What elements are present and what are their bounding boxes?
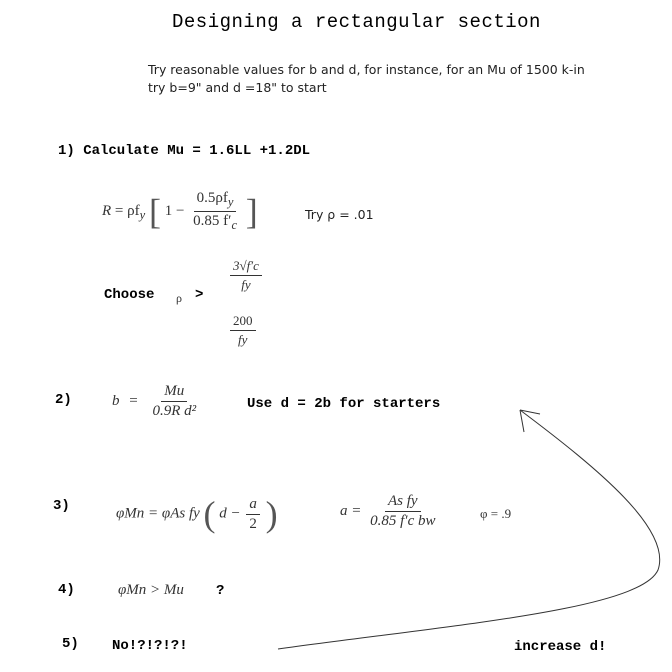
paren-num: a xyxy=(246,496,260,515)
greater-than: > xyxy=(195,287,204,303)
phi-mn-text: φMn = φAs fy xyxy=(116,505,200,522)
page-title: Designing a rectangular section xyxy=(172,11,541,33)
step5-label: 5) xyxy=(62,636,79,652)
use-d-note: Use d = 2b for starters xyxy=(247,396,441,412)
r-den-sub: c xyxy=(231,218,237,232)
paren-den: 2 xyxy=(249,515,257,532)
a-den: 0.85 f′c bw xyxy=(370,513,436,529)
phi-value: φ = .9 xyxy=(480,506,512,521)
r-eq: = ρf xyxy=(114,202,140,219)
frac1-num: 3√f′c xyxy=(230,258,262,276)
choose-label: Choose xyxy=(104,287,155,303)
step1-label: 1) Calculate Mu = 1.6LL +1.2DL xyxy=(58,143,311,159)
b-num: Mu xyxy=(161,383,187,402)
r-one: 1 − xyxy=(164,202,185,219)
try-rho: Try ρ = .01 xyxy=(305,207,374,222)
r-sub: y xyxy=(139,207,146,222)
phi-mn-gt-mu: φMn > Mu xyxy=(118,582,184,598)
no-text: No!?!?!?! xyxy=(112,638,188,654)
intro-line-1: Try reasonable values for b and d, for instance, for an Mu of 1500 k-in xyxy=(148,62,585,77)
b-lhs: b xyxy=(112,392,120,409)
r-den: 0.85 f′ xyxy=(193,213,232,229)
paren-d: d − xyxy=(219,505,241,522)
paren-right-icon: ) xyxy=(265,494,278,534)
bracket-right-icon: ] xyxy=(245,191,258,232)
step2-label: 2) xyxy=(55,392,72,408)
frac2-num: 200 xyxy=(230,313,256,331)
bracket-left-icon: [ xyxy=(148,191,161,232)
r-num-sub: y xyxy=(227,195,234,209)
b-eq: = xyxy=(129,392,138,409)
frac2-den: fy xyxy=(238,332,248,347)
frac1-den: fy xyxy=(241,277,251,292)
r-lhs: R xyxy=(102,202,112,219)
paren-left-icon: ( xyxy=(203,494,216,534)
a-lhs: a = xyxy=(340,502,362,519)
rho-symbol: ρ xyxy=(176,291,182,305)
r-num: 0.5ρf xyxy=(196,190,228,206)
step3-label: 3) xyxy=(53,498,70,514)
step4-label: 4) xyxy=(58,582,75,598)
b-den: 0.9R d² xyxy=(152,403,197,419)
increase-d-text: increase d! xyxy=(514,639,607,655)
question-mark: ? xyxy=(216,583,225,599)
intro-line-2: try b=9" and d =18" to start xyxy=(148,80,327,95)
a-num: As fy xyxy=(385,493,421,512)
